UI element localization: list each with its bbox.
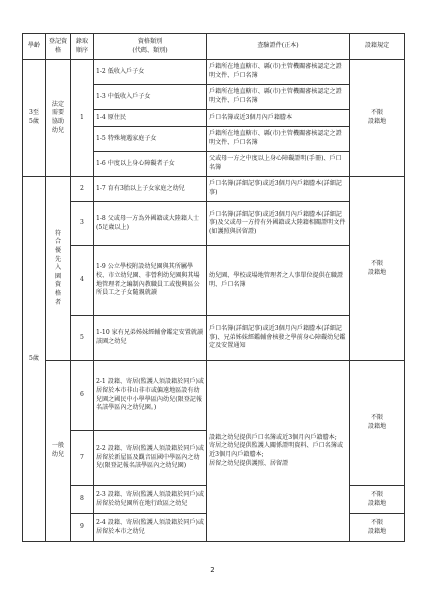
residency-cell: 不限 設籍地 (350, 60, 405, 177)
docs-cell: 戶口名簿(詳細記事)或近3個月內戶籍謄本(詳細記事)及父或母一方持有外國籍或大陸籍相關證明文件(如護照與居留證) (207, 202, 350, 246)
residency-cell: 不限 設籍地 (350, 486, 405, 514)
docs-cell: 戶籍所在地直轄市、縣(市)主管機關審核認定之證明文件、戶口名簿 (207, 85, 350, 110)
qualification-legal-cell: 法定 需要 協助 幼兒 (46, 60, 71, 177)
category-cell: 1-2 低收入戶子女 (94, 60, 207, 85)
table-row (23, 60, 405, 85)
category-cell: 2-3 設籍、寄居(監護人須設籍於同戶)或居留於幼兒園所在地行政區之幼兒 (94, 486, 207, 514)
table-row (23, 361, 405, 423)
category-cell: 2-2 設籍、寄居(監護人須設籍於同戶)或居留於新屋區及觀音區國中學區內之幼兒(限登記報名該學區內之幼兒園) (94, 431, 207, 486)
order-cell: 5 (71, 316, 94, 361)
order-cell: 9 (71, 514, 94, 542)
table-row (23, 316, 405, 361)
order-cell: 4 (71, 246, 94, 316)
docs-cell: 戶籍所在地直轄市、縣(市)主管機關審核認定之證明文件、戶口名簿 (207, 60, 350, 85)
category-cell: 1-8 父或母一方為外國籍或大陸籍人士(5足歲以上) (94, 202, 207, 246)
docs-cell: 戶口名簿或近3個月內戶籍謄本 (207, 110, 350, 127)
docs-cell: 幼兒園、學校或場地管理者之人事單位提供在職證明、戶口名簿 (207, 246, 350, 316)
docs-cell: 父或母一方之中度以上身心障礙證明(手冊)、戶口名簿 (207, 152, 350, 177)
docs-general-cell: 設籍之幼兒提供戶口名簿或近3個月內戶籍謄本; 寄居之幼兒提供監護人關係證明資料、戶口名簿或近3個月內戶籍謄本; 居留之幼兒提供護照、居留證 (207, 361, 350, 542)
header-residency: 設籍規定 (350, 34, 405, 60)
age-5-cell: 5歲 (23, 177, 46, 542)
page-number: 2 (210, 566, 215, 574)
table-row (23, 246, 405, 316)
category-cell: 1-10 家有兄弟姊妹經輔會鑑定安置就讀該園之幼兒 (94, 316, 207, 361)
order-cell: 6 (71, 361, 94, 431)
table-header-row (23, 34, 405, 60)
category-cell: 1-7 育有3胎以上子女家庭之幼兒 (94, 177, 207, 202)
header-order: 錄取順序 (71, 34, 94, 60)
category-cell: 2-1 設籍、寄居(監護人須設籍於同戶)或居留於本市非山非市或偏遠地區設有幼兒園之國民中小學學區內幼兒(限登記報名該學區內之幼兒園。) (94, 361, 207, 431)
residency-cell: 不限 設籍地 (350, 361, 405, 486)
order-cell: 2 (71, 177, 94, 202)
category-cell: 2-4 設籍、寄居(監護人須設籍於同戶)或居留於本市之幼兒 (94, 514, 207, 542)
category-cell: 1-4 原住民 (94, 110, 207, 127)
age-3to5-cell: 3至 5歲 (23, 60, 46, 177)
docs-cell: 戶籍所在地直轄市、縣(市)主管機關審核認定之證明文件、戶口名簿 (207, 127, 350, 152)
header-docs: 查驗證件(正本) (207, 34, 350, 60)
docs-cell: 戶口名簿(詳細記事)或近3個月內戶籍謄本(詳細記事)、兄弟姊妹經鑑輔會核發之學前身心障礙幼兒鑑定及安置通知 (207, 316, 350, 361)
residency-cell: 不限 設籍地 (350, 514, 405, 542)
order-cell: 7 (71, 431, 94, 486)
qualification-general-cell: 一般 幼兒 (46, 361, 71, 542)
admission-table (22, 33, 405, 542)
residency-cell: 不限 設籍地 (350, 177, 405, 361)
category-cell: 1-9 公立學校附設幼兒園與其所屬學校、市立幼兒園、非營利幼兒園與其場地管理者之編制內教職員工或復興區公所員工之子女隨親就讀 (94, 246, 207, 316)
category-cell: 1-5 特殊境遇家庭子女 (94, 127, 207, 152)
qualification-priority-cell: 符 合 優 先 入 園 資 格 者 (46, 177, 71, 361)
docs-cell: 戶口名簿(詳細記事)或近3個月內戶籍謄本(詳細記事) (207, 177, 350, 202)
header-qualification: 登記資格 (46, 34, 71, 60)
order-cell: 3 (71, 202, 94, 246)
category-cell: 1-3 中低收入戶子女 (94, 85, 207, 110)
order-cell: 8 (71, 486, 94, 514)
category-cell: 1-6 中度以上身心障礙者子女 (94, 152, 207, 177)
header-category: 資格類別 (代碼、類別) (94, 34, 207, 60)
table-row (23, 177, 405, 202)
order-cell: 1 (71, 60, 94, 177)
header-age: 學齡 (23, 34, 46, 60)
table-row (23, 202, 405, 246)
